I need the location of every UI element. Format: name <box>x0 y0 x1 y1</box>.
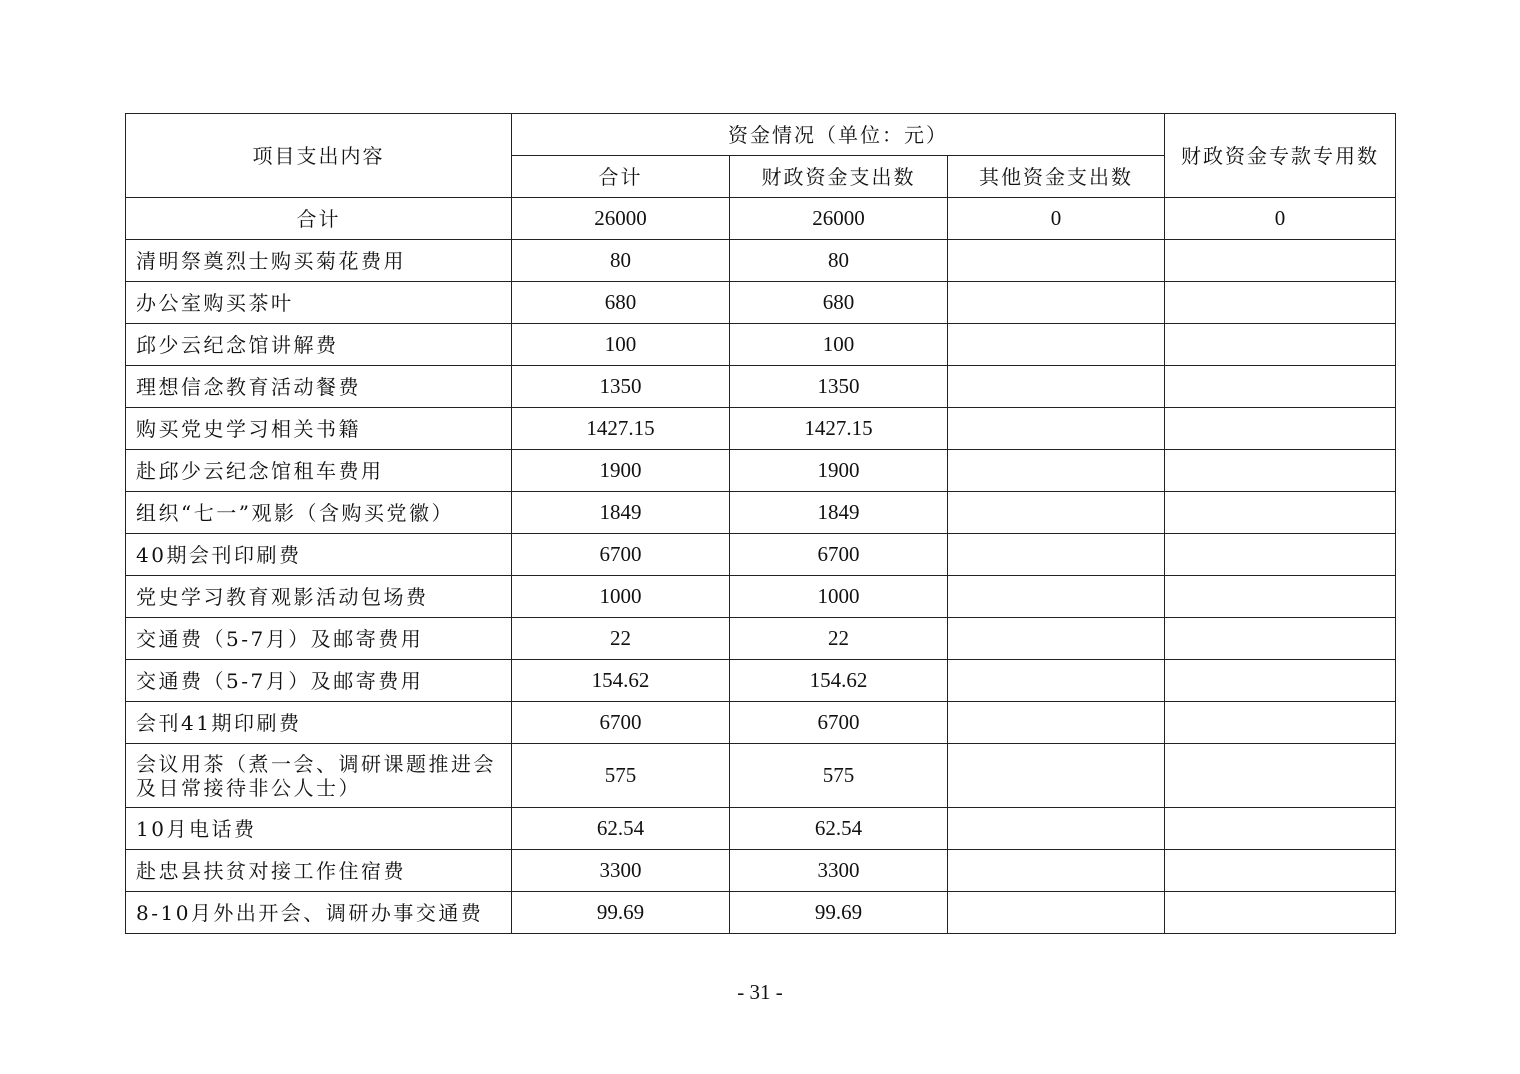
row-special <box>1165 660 1396 702</box>
header-other-column: 其他资金支出数 <box>948 156 1165 198</box>
row-special <box>1165 408 1396 450</box>
row-fiscal: 62.54 <box>730 808 948 850</box>
row-special <box>1165 534 1396 576</box>
row-other <box>948 450 1165 492</box>
row-special <box>1165 744 1396 808</box>
header-fiscal-column: 财政资金支出数 <box>730 156 948 198</box>
row-special <box>1165 366 1396 408</box>
row-item: 办公室购买茶叶 <box>126 282 512 324</box>
row-special <box>1165 492 1396 534</box>
row-item: 赴忠县扶贫对接工作住宿费 <box>126 850 512 892</box>
row-special <box>1165 702 1396 744</box>
row-other <box>948 408 1165 450</box>
total-row-label: 合计 <box>126 198 512 240</box>
row-item: 购买党史学习相关书籍 <box>126 408 512 450</box>
row-fiscal: 1900 <box>730 450 948 492</box>
row-other <box>948 808 1165 850</box>
row-other <box>948 576 1165 618</box>
header-special-column: 财政资金专款专用数 <box>1165 114 1396 198</box>
row-total: 6700 <box>512 702 730 744</box>
table-row <box>126 408 1396 450</box>
row-total: 80 <box>512 240 730 282</box>
row-item: 40期会刊印刷费 <box>126 534 512 576</box>
row-special <box>1165 282 1396 324</box>
table-row <box>126 744 1396 808</box>
row-fiscal: 99.69 <box>730 892 948 934</box>
row-special <box>1165 892 1396 934</box>
row-total: 99.69 <box>512 892 730 934</box>
table-row <box>126 534 1396 576</box>
table-row <box>126 660 1396 702</box>
table-row <box>126 240 1396 282</box>
row-total: 154.62 <box>512 660 730 702</box>
row-fiscal: 6700 <box>730 534 948 576</box>
row-item: 党史学习教育观影活动包场费 <box>126 576 512 618</box>
header-row-1 <box>126 114 1396 156</box>
total-row <box>126 198 1396 240</box>
row-total: 1849 <box>512 492 730 534</box>
total-row-fiscal: 26000 <box>730 198 948 240</box>
row-fiscal: 1000 <box>730 576 948 618</box>
total-row-other: 0 <box>948 198 1165 240</box>
header-total-column: 合计 <box>512 156 730 198</box>
row-item: 组织“七一”观影（含购买党徽） <box>126 492 512 534</box>
table-row <box>126 808 1396 850</box>
table-row <box>126 324 1396 366</box>
row-fiscal: 1350 <box>730 366 948 408</box>
row-other <box>948 702 1165 744</box>
row-other <box>948 850 1165 892</box>
row-item: 交通费（5-7月）及邮寄费用 <box>126 660 512 702</box>
table-row <box>126 618 1396 660</box>
row-other <box>948 492 1165 534</box>
row-special <box>1165 850 1396 892</box>
row-total: 100 <box>512 324 730 366</box>
page-number: - 31 - <box>737 980 783 1004</box>
row-other <box>948 240 1165 282</box>
row-special <box>1165 618 1396 660</box>
row-item: 邱少云纪念馆讲解费 <box>126 324 512 366</box>
row-item: 会议用茶（煮一会、调研课题推进会及日常接待非公人士） <box>126 744 512 808</box>
table-row <box>126 576 1396 618</box>
row-other <box>948 282 1165 324</box>
row-total: 1900 <box>512 450 730 492</box>
row-fiscal: 1427.15 <box>730 408 948 450</box>
row-fiscal: 154.62 <box>730 660 948 702</box>
row-other <box>948 534 1165 576</box>
row-item: 理想信念教育活动餐费 <box>126 366 512 408</box>
row-item: 会刊41期印刷费 <box>126 702 512 744</box>
row-total: 6700 <box>512 534 730 576</box>
total-row-special: 0 <box>1165 198 1396 240</box>
table-row <box>126 366 1396 408</box>
row-total: 22 <box>512 618 730 660</box>
row-other <box>948 618 1165 660</box>
row-item: 8-10月外出开会、调研办事交通费 <box>126 892 512 934</box>
header-item-column: 项目支出内容 <box>126 114 512 198</box>
row-other <box>948 324 1165 366</box>
header-funds-group: 资金情况（单位：元） <box>512 114 1165 156</box>
table-row <box>126 282 1396 324</box>
table-row <box>126 450 1396 492</box>
total-row-total: 26000 <box>512 198 730 240</box>
row-total: 680 <box>512 282 730 324</box>
row-other <box>948 892 1165 934</box>
row-other <box>948 744 1165 808</box>
table-row <box>126 892 1396 934</box>
row-special <box>1165 240 1396 282</box>
row-other <box>948 660 1165 702</box>
row-item: 清明祭奠烈士购买菊花费用 <box>126 240 512 282</box>
row-fiscal: 575 <box>730 744 948 808</box>
row-fiscal: 3300 <box>730 850 948 892</box>
row-fiscal: 1849 <box>730 492 948 534</box>
row-total: 3300 <box>512 850 730 892</box>
row-special <box>1165 576 1396 618</box>
row-fiscal: 6700 <box>730 702 948 744</box>
row-total: 1427.15 <box>512 408 730 450</box>
row-fiscal: 680 <box>730 282 948 324</box>
row-total: 1000 <box>512 576 730 618</box>
row-special <box>1165 450 1396 492</box>
row-item: 赴邱少云纪念馆租车费用 <box>126 450 512 492</box>
expenditure-table <box>125 113 1396 934</box>
row-fiscal: 80 <box>730 240 948 282</box>
table-row <box>126 850 1396 892</box>
row-item: 交通费（5-7月）及邮寄费用 <box>126 618 512 660</box>
row-total: 62.54 <box>512 808 730 850</box>
table-row <box>126 492 1396 534</box>
row-fiscal: 22 <box>730 618 948 660</box>
row-total: 1350 <box>512 366 730 408</box>
row-fiscal: 100 <box>730 324 948 366</box>
table-row <box>126 702 1396 744</box>
row-special <box>1165 324 1396 366</box>
row-other <box>948 366 1165 408</box>
row-item: 10月电话费 <box>126 808 512 850</box>
row-total: 575 <box>512 744 730 808</box>
row-special <box>1165 808 1396 850</box>
